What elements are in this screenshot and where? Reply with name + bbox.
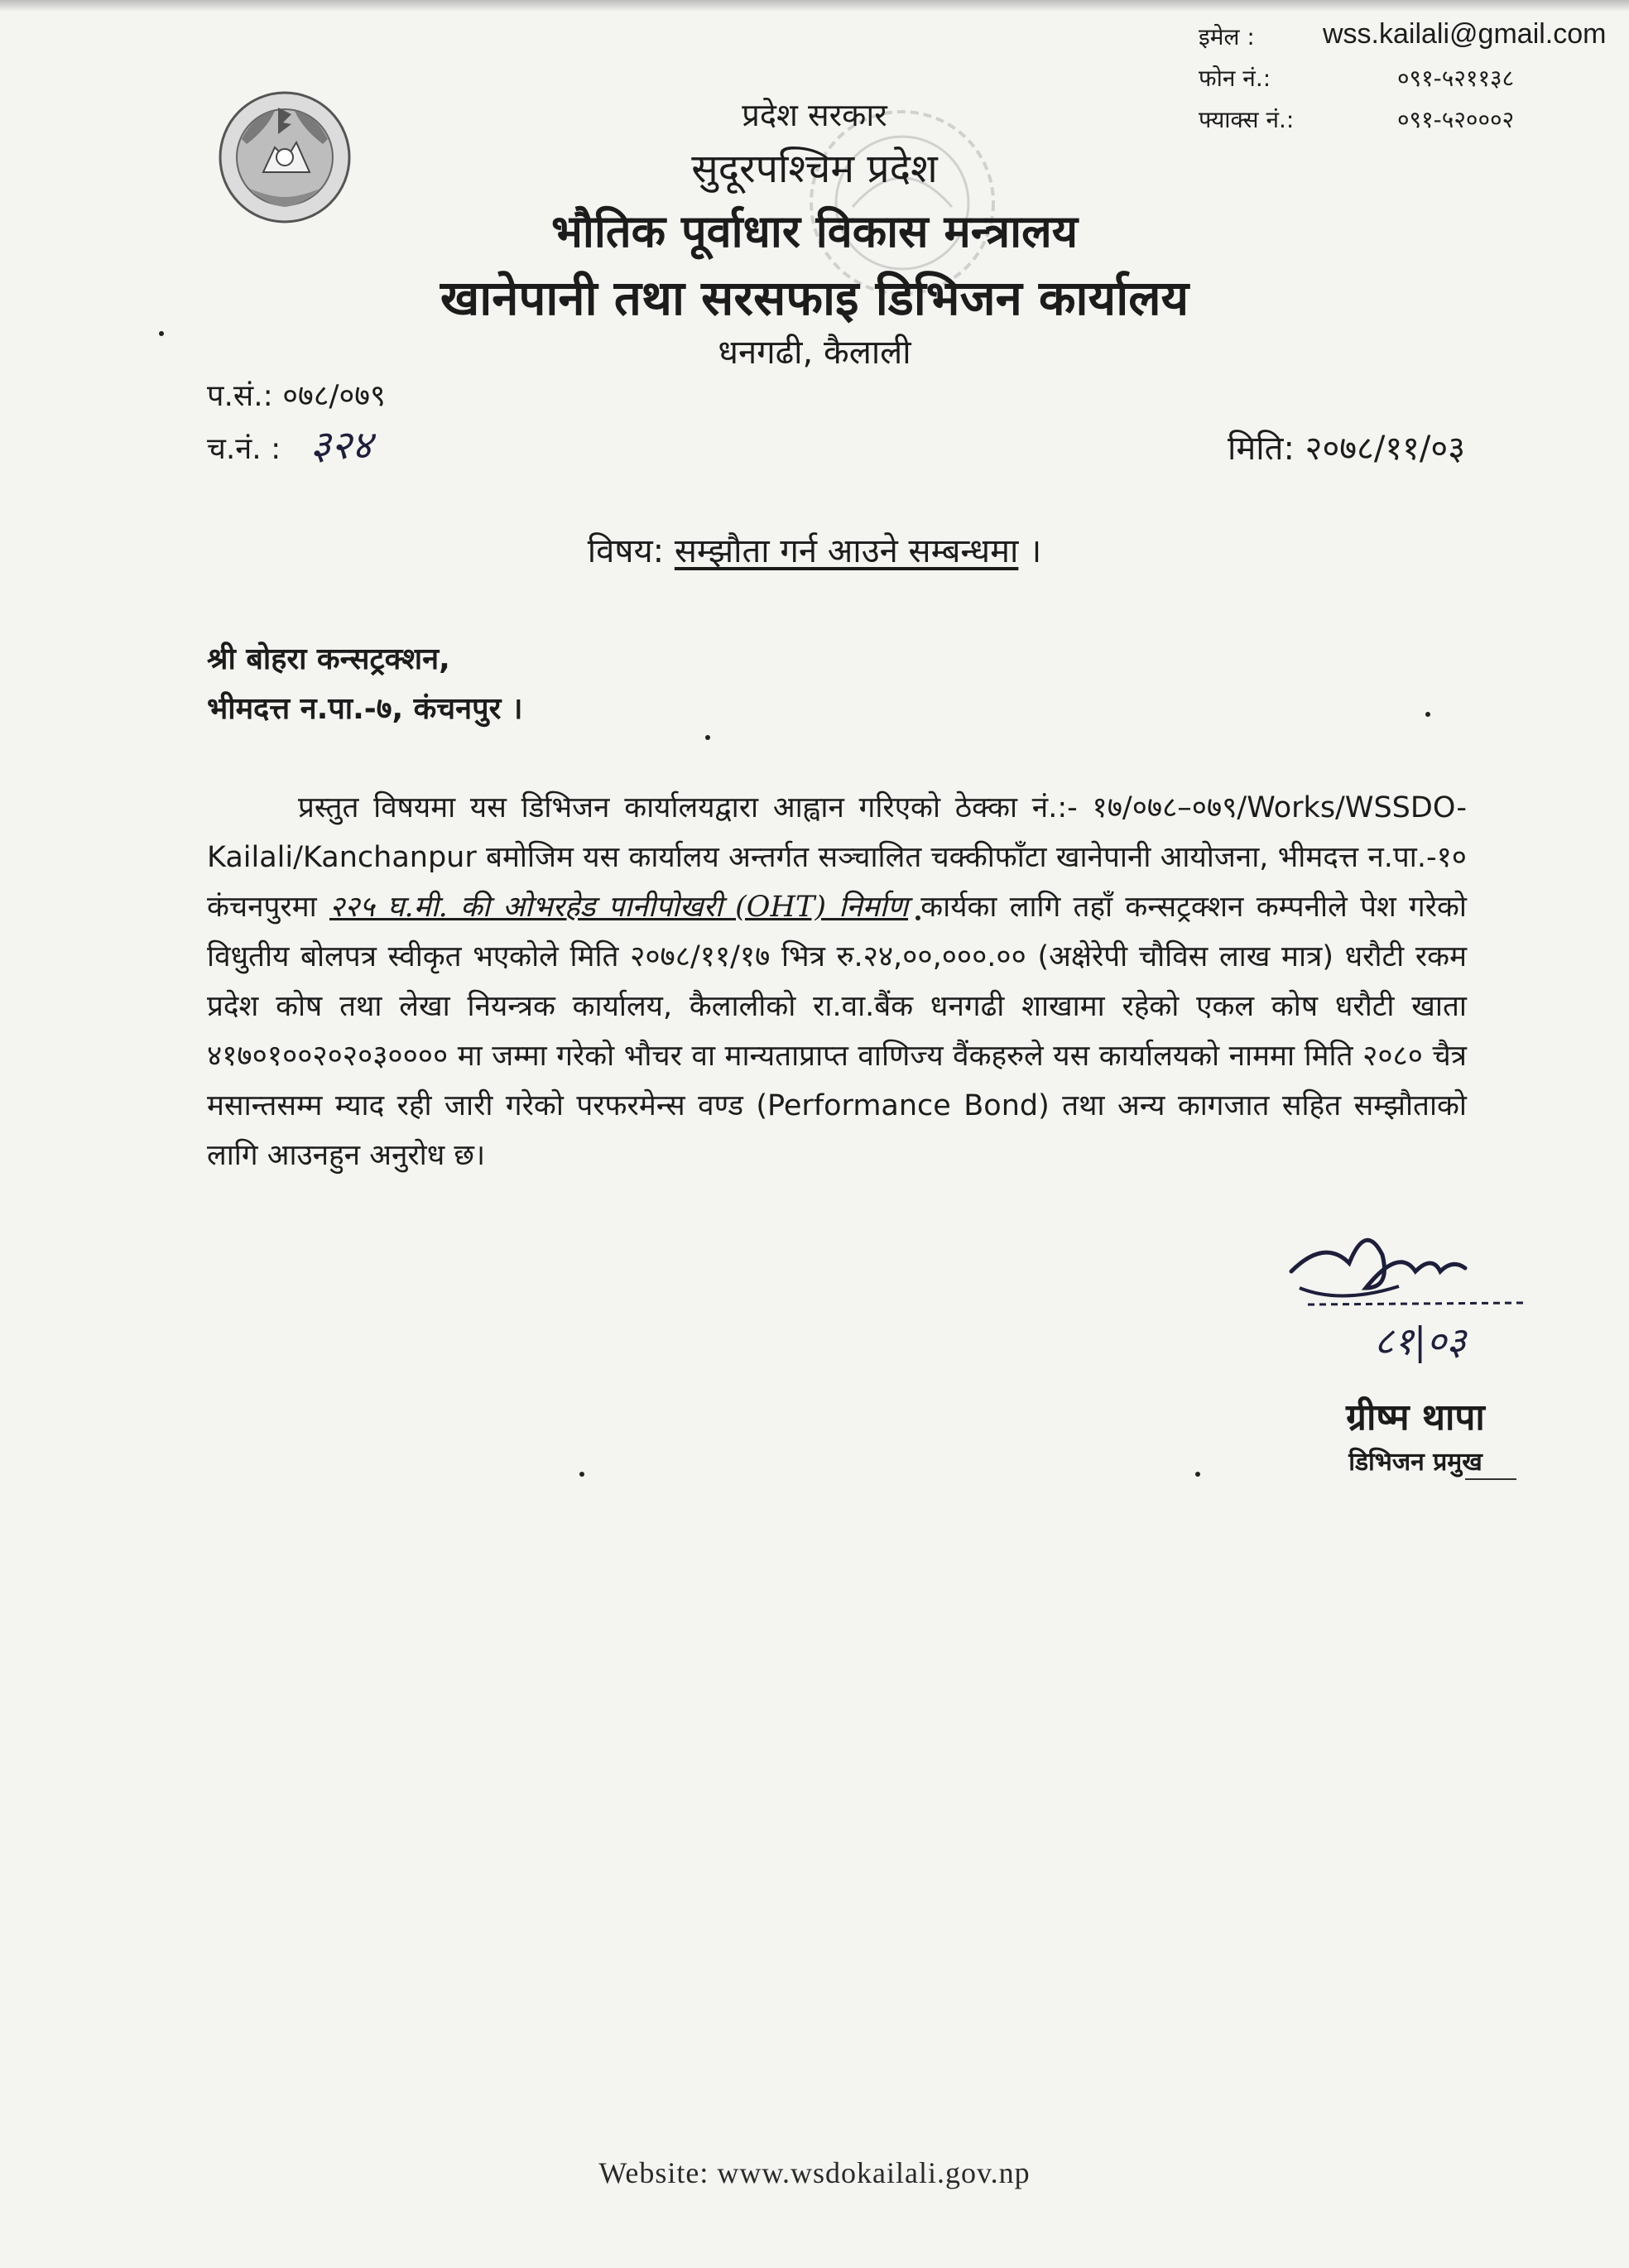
addressee-address: भीमदत्त न.पा.-७, कंचनपुर । bbox=[207, 692, 523, 726]
body-paragraph bbox=[207, 783, 1467, 1180]
scan-speck bbox=[1425, 712, 1430, 717]
body-text bbox=[207, 783, 1467, 1180]
signature-date: ८१|०३ bbox=[1374, 1319, 1467, 1363]
email-label: इमेल : bbox=[1199, 23, 1255, 50]
scan-edge-shadow bbox=[0, 0, 1629, 12]
body-part-1: प्रस्तुत विषयमा यस डिभिजन कार्यालयद्वारा आह्वान गरिएको ठेक्का नं.:- १७/०७८–०७९/Works/WSSDO-Kailali/Kanchanpur बमोजिम यस कार्यालय अन्तर्गत सञ्चालित चक्कीफाँटा खानेपानी आयोजना, भीमदत्त न.पा.-१० कंचनपुरमा bbox=[207, 791, 1467, 924]
email-row bbox=[1199, 17, 1612, 58]
handwritten-signature bbox=[1275, 1213, 1540, 1379]
signatory-title: डिभिजन प्रमुख bbox=[1348, 1448, 1482, 1477]
title-underline bbox=[1465, 1478, 1516, 1480]
scan-speck bbox=[159, 331, 164, 336]
header-office: खानेपानी तथा सरसफाइ डिभिजन कार्यालय bbox=[440, 270, 1189, 326]
phone-value: ०९१-५२११३८ bbox=[1397, 65, 1515, 92]
chalani-number bbox=[207, 417, 372, 471]
subject-end: । bbox=[1029, 532, 1042, 570]
letter-date bbox=[1228, 424, 1465, 469]
addressee-name: श्री बोहरा कन्सट्रक्शन, bbox=[207, 642, 450, 676]
website-footer: Website: www.wsdokailali.gov.np bbox=[598, 2156, 1031, 2189]
patra-sankhya bbox=[207, 374, 386, 415]
header-line-2: सुदूरपश्चिम प्रदेश bbox=[691, 146, 938, 192]
patra-label: प.सं.: bbox=[207, 379, 273, 413]
date-value: २०७८/११/०३ bbox=[1305, 430, 1465, 468]
patra-value: ०७८/०७९ bbox=[282, 379, 386, 413]
scan-speck bbox=[705, 735, 710, 740]
email-value: wss.kailali@gmail.com bbox=[1323, 18, 1607, 50]
header-location: धनगढी, कैलाली bbox=[718, 334, 911, 372]
scan-speck bbox=[1195, 1472, 1200, 1477]
date-label: मिति: bbox=[1228, 430, 1295, 468]
body-highlight: २२५ घ.मी. की ओभरहेड पानीपोखरी (OHT) निर्माण bbox=[329, 891, 909, 924]
subject-text: सम्झौता गर्न आउने सम्बन्धमा bbox=[674, 532, 1019, 570]
subject-label: विषय: bbox=[587, 532, 665, 570]
phone-label: फोन नं.: bbox=[1199, 65, 1271, 92]
header-line-1: प्रदेश सरकार bbox=[742, 97, 887, 133]
fax-label: फ्याक्स नं.: bbox=[1199, 106, 1295, 133]
scan-speck bbox=[579, 1472, 584, 1477]
chalani-value: ३२४ bbox=[310, 422, 372, 468]
chalani-label: च.नं. : bbox=[207, 432, 281, 466]
subject-line bbox=[0, 526, 1629, 572]
header-ministry: भौतिक पूर्वाधार विकास मन्त्रालय bbox=[550, 205, 1079, 257]
body-part-2: कार्यका लागि तहाँ कन्सट्रक्शन कम्पनीले पेश गरेको विधुतीय बोलपत्र स्वीकृत भएकोले मिति २०७८/११/१७ भित्र रु.२४,००,०००.०० (अक्षेरेपी चौविस लाख मात्र) धरौटी रकम प्रदेश कोष तथा लेखा नियन्त्रक कार्यालय, कैलालीको रा.वा.बैंक धनगढी शाखामा रहेको एकल कोष धरौटी खाता ४१७०१००२०२०३०००० मा जम्मा गरेको भौचर वा मान्यताप्राप्त वाणिज्य वैंकहरुले यस कार्यालयको नाममा मिति २०८० चैत्र मसान्तसम्म म्याद रही जारी गरेको परफरमेन्स वण्ड (Performance Bond) तथा अन्य कागजात सहित सम्झौताको लागि आउनहुन अनुरोध छ। bbox=[207, 891, 1467, 1172]
fax-value: ०९१-५२०००२ bbox=[1397, 106, 1515, 133]
scan-speck bbox=[915, 915, 920, 920]
signatory-name: ग्रीष्म थापा bbox=[1346, 1396, 1485, 1439]
